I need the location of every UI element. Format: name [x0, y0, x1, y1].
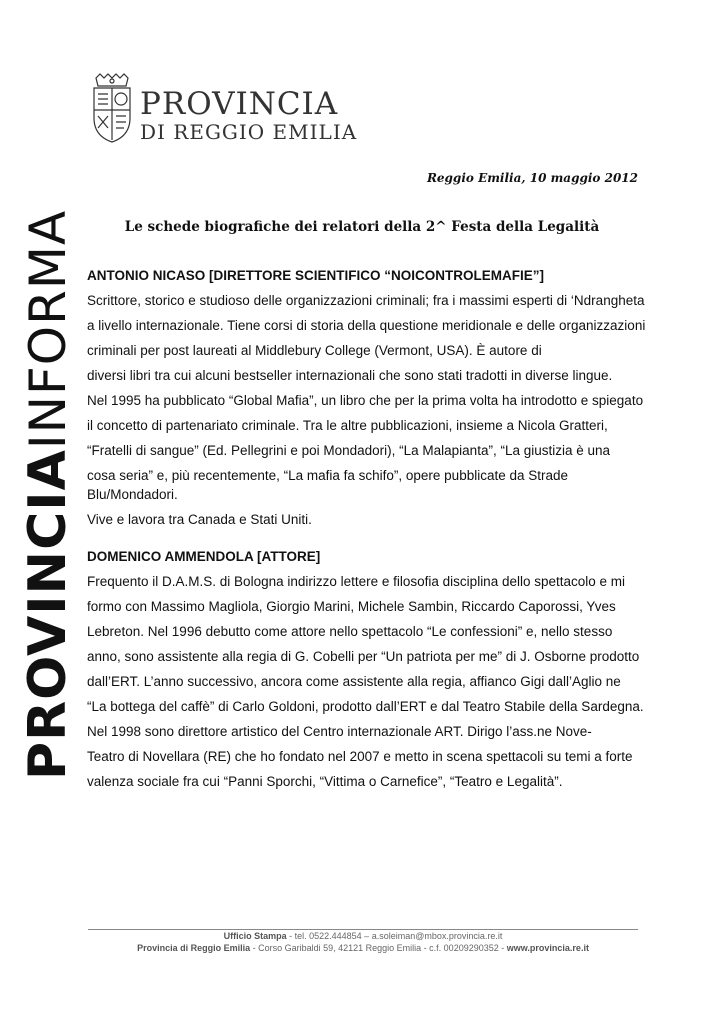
- footer-org-address: - Corso Garibaldi 59, 42121 Reggio Emilia - c.f. 00209290352 -: [250, 943, 507, 953]
- footer-divider: [88, 929, 638, 930]
- logo-title: PROVINCIA: [140, 86, 339, 122]
- document-body: [87, 266, 647, 797]
- footer-office-contact: - tel. 0522.444854 – a.soleiman@mbox.provincia.re.it: [286, 931, 503, 941]
- paragraph: criminali per post laureati al Middlebury College (Vermont, USA). È autore di: [87, 343, 542, 358]
- vertical-brand-light: INFORMA: [19, 209, 77, 450]
- section-heading: DOMENICO AMMENDOLA [ATTORE]: [87, 549, 321, 564]
- paragraph: Scrittore, storico e studioso delle organizzazioni criminali; fra i massimi esperti di ‘Ndrangheta: [87, 293, 645, 308]
- section-heading: ANTONIO NICASO [DIRETTORE SCIENTIFICO “NOICONTROLEMAFIE”]: [87, 268, 545, 283]
- paragraph: Frequento il D.A.M.S. di Bologna indirizzo lettere e filosofia disciplina dello spettacolo e mi: [87, 574, 626, 589]
- bio-section-ammendola: [87, 547, 647, 791]
- footer-website-link[interactable]: www.provincia.re.it: [506, 943, 589, 953]
- coat-of-arms-icon: [90, 72, 134, 144]
- paragraph: a livello internazionale. Tiene corsi di storia della questione meridionale e delle organizzazioni: [87, 318, 646, 333]
- paragraph: anno, sono assistente alla regia di G. Cobelli per “Un patriota per me” di J. Osborne prodotto: [87, 649, 640, 664]
- provincia-logo: [90, 72, 358, 144]
- paragraph: Nel 1998 sono direttore artistico del Centro internazionale ART. Dirigo l’ass.ne Nove-: [87, 724, 592, 739]
- document-date: Reggio Emilia, 10 maggio 2012: [426, 171, 638, 185]
- vertical-brand-bold: PROVINCIA: [18, 449, 78, 780]
- paragraph: Vive e lavora tra Canada e Stati Uniti.: [87, 512, 312, 527]
- paragraph: Teatro di Novellara (RE) che ho fondato nel 2007 e metto in scena spettacoli su temi a forte: [87, 749, 633, 764]
- footer-press-office: [88, 931, 638, 941]
- paragraph: valenza sociale fra cui “Panni Sporchi, “Vittima o Carnefice”, “Teatro e Legalità”.: [87, 774, 563, 789]
- paragraph: il concetto di partenariato criminale. Tra le altre pubblicazioni, insieme a Nicola Gratteri,: [87, 418, 608, 433]
- paragraph: “La bottega del caffè” di Carlo Goldoni, prodotto dall’ERT e dal Teatro Stabile della Sardegna.: [87, 699, 644, 714]
- vertical-brand: [18, 170, 78, 780]
- paragraph: Lebreton. Nel 1996 debutto come attore nello spettacolo “Le confessioni” e, nello stesso: [87, 624, 613, 639]
- bio-section-nicaso: [87, 266, 647, 529]
- footer-address: [88, 943, 638, 953]
- paragraph: formo con Massimo Magliola, Giorgio Marini, Michele Sambin, Riccardo Caporossi, Yves: [87, 599, 616, 614]
- footer-office-label: Ufficio Stampa: [223, 931, 287, 941]
- paragraph: diversi libri tra cui alcuni bestseller internazionali che sono stati tradotti in diverse lingue.: [87, 368, 613, 383]
- paragraph: cosa seria” e, più recentemente, “La mafia fa schifo”, opere pubblicate da Strade Blu/Mondadori.: [87, 468, 569, 502]
- paragraph: Nel 1995 ha pubblicato “Global Mafia”, un libro che per la prima volta ha introdotto e spiegato: [87, 393, 644, 408]
- paragraph: dall’ERT. L’anno successivo, ancora come assistente alla regia, affianco Gigi dall’Aglio ne: [87, 674, 621, 689]
- footer-org-label: Provincia di Reggio Emilia: [137, 943, 251, 953]
- paragraph: “Fratelli di sangue” (Ed. Pellegrini e poi Mondadori), “La Malapianta”, “La giustizia è una: [87, 443, 611, 458]
- logo-subtitle: DI REGGIO EMILIA: [140, 120, 358, 144]
- document-title: Le schede biografiche dei relatori della 2^ Festa della Legalità: [124, 219, 600, 235]
